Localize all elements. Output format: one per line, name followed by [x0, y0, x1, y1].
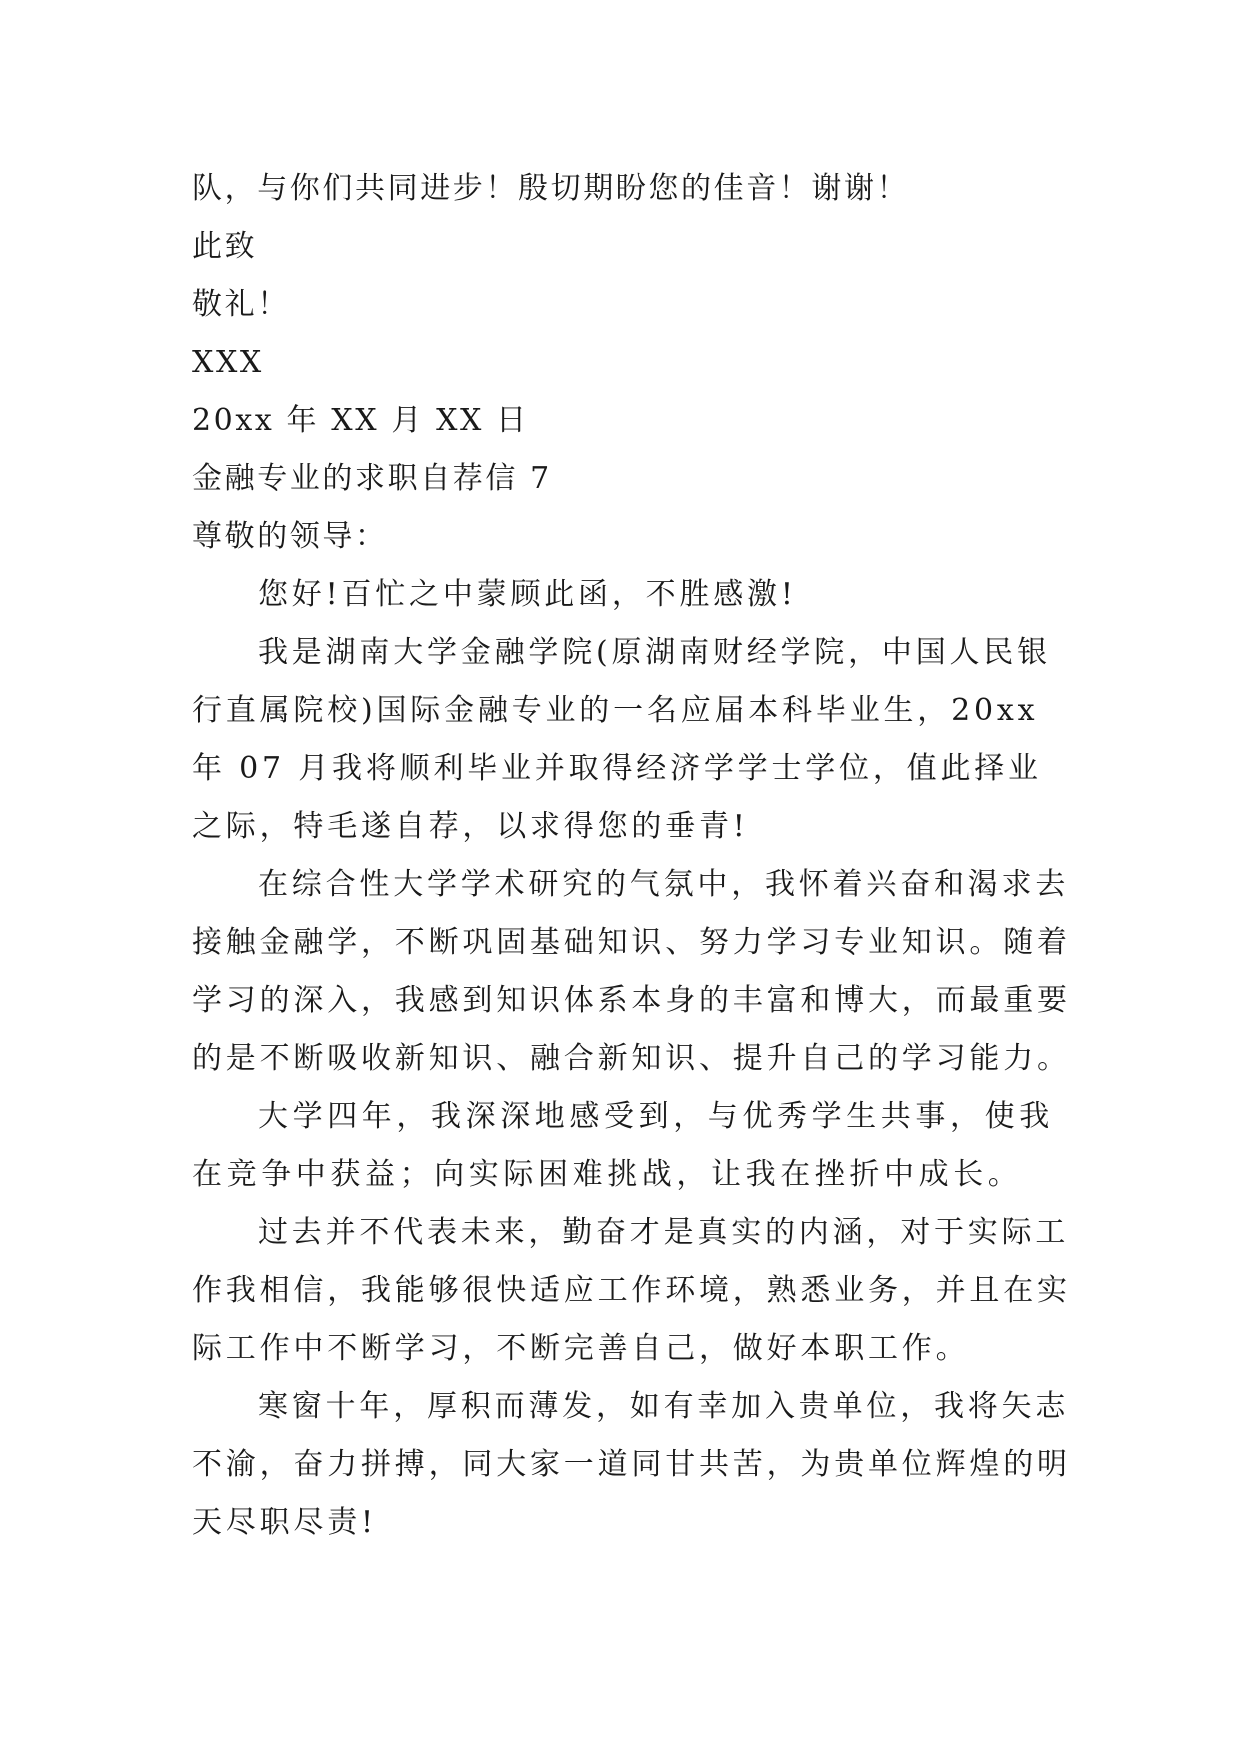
paragraph-4: 大学四年，我深深地感受到，与优秀学生共事，使我在竞争中获益；向实际困难挑战，让我在挫折中成长。 [192, 1099, 1054, 1192]
paragraph-5: 过去并不代表未来，勤奋才是真实的内涵，对于实际工作我相信，我能够很快适应工作环境，熟悉业务，并且在实际工作中不断学习，不断完善自己，做好本职工作。 [192, 1215, 1071, 1366]
paragraph-6: 寒窗十年，厚积而薄发，如有幸加入贵单位，我将矢志不渝，奋力拼搏，同大家一道同甘共苦，为贵单位辉煌的明天尽职尽责! [192, 1389, 1071, 1540]
closing-line: 队，与你们共同进步！殷切期盼您的佳音！谢谢！ [192, 171, 910, 206]
paragraph-1: 您好!百忙之中蒙顾此函，不胜感激! [258, 577, 797, 612]
letter-title: 金融专业的求职自荐信 7 [192, 461, 552, 496]
salutation-line-2: 敬礼！ [192, 287, 290, 322]
paragraph-2: 我是湖南大学金融学院(原湖南财经学院，中国人民银行直属院校)国际金融专业的一名应届本科毕业生，20xx 年 07 月我将顺利毕业并取得经济学学士学位，值此择业之际，特毛遂自荐，以求得您的垂青! [192, 635, 1051, 844]
paragraph-3: 在综合性大学学术研究的气氛中，我怀着兴奋和渴求去接触金融学，不断巩固基础知识、努力学习专业知识。随着学习的深入，我感到知识体系本身的丰富和博大，而最重要的是不断吸收新知识、融合新知识、提升自己的学习能力。 [192, 867, 1071, 1076]
signature: XXX [192, 345, 264, 380]
salutation-line-1: 此致 [192, 229, 258, 264]
document-body [192, 160, 1072, 1552]
greeting: 尊敬的领导： [192, 519, 388, 554]
letter-date: 20xx 年 XX 月 XX 日 [192, 403, 529, 438]
